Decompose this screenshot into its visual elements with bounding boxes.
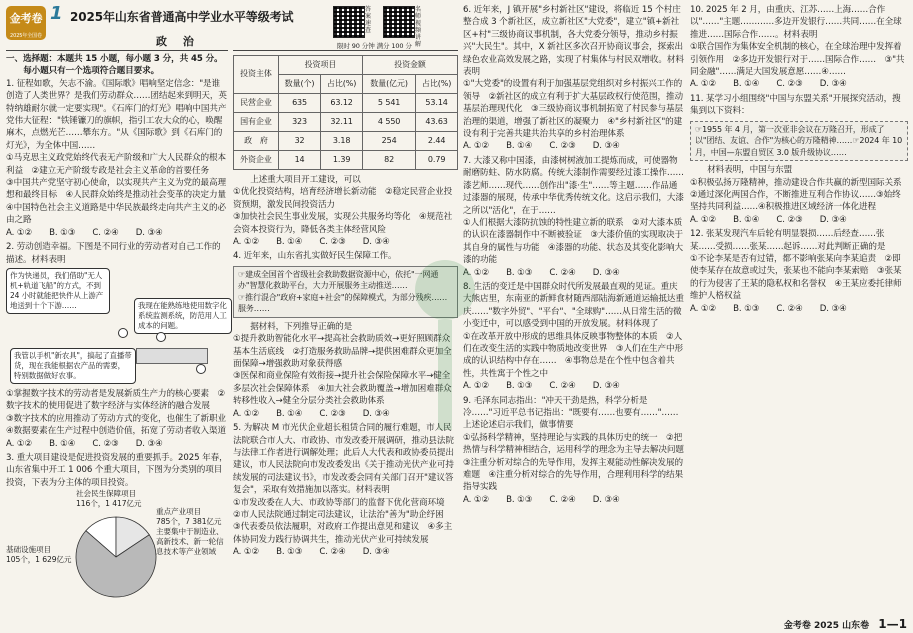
q2-illustration <box>6 268 228 386</box>
column-2 <box>233 6 458 559</box>
q11-lead: 材料表明，中国与东盟 <box>707 165 793 176</box>
material-text: ☞建成全国首个省级社会救助数据资源中心，依托"一网通办"智慧化救助平台，大力开展服务主动推送…… <box>238 269 439 291</box>
worker-figure <box>196 364 206 374</box>
table-illustration <box>136 348 208 364</box>
q7-stem: 7. 大漆又称中国漆，由漆树树液加工提炼而成，可使器物耐磨防蛀、防水防腐。传统大漆制作需要经过漆工操作……漆艺师……现代……创作出"漆·生"……等主题……作品通过漆器的展现，传承中华优秀传统文化。这启示我们，大漆之所以"活化"，在于…… <box>463 155 684 216</box>
table-row <box>234 113 458 132</box>
table-subheader: 数量(亿元) <box>362 75 415 94</box>
q4-choices: A. ①② B. ①④ C. ②③ D. ③④ <box>233 408 390 419</box>
paper-number: 1 <box>50 3 63 24</box>
column-3 <box>463 4 693 506</box>
q4-stem: 4. 近年来，山东省扎实做好民生保障工作。 <box>233 251 397 262</box>
q1-option: ③中国共产党坚守初心使命，以实现共产主义为党的最高理想和最终目标 ④人民群众始终是推动社会变革的决定力量 <box>6 178 226 201</box>
section-intro-2: 每小题只有一个选项符合题目要求。 <box>23 66 160 77</box>
page-title: 2025年山东省普通高中学业水平等级考试 <box>70 10 294 24</box>
q2-option: ①掌握数字技术的劳动者是发展新质生产力的核心要素 ②数字技术的使用促进了数字经济与实体经济的融合发展 <box>6 388 226 412</box>
table-cell: 2.44 <box>416 132 458 151</box>
table-subheader: 占比(%) <box>416 75 458 94</box>
q2-choices: A. ①② B. ①④ C. ②③ D. ③④ <box>6 438 163 449</box>
q12-choices: A. ①② B. ①③ C. ②④ D. ③④ <box>690 303 847 314</box>
q9-stem: 9. 毛泽东同志指出："冲天干劲是热，科学分析是冷……"习近平总书记指出："既要有……也要有……"……上述论述启示我们，做事情要 <box>463 395 679 431</box>
column-4 <box>690 4 908 315</box>
q11-stem: 11. 某学习小组围绕"中国与东盟关系"开展探究活动，搜集到以下资料： <box>690 93 901 117</box>
q5-option: ①市发改委在人大、市政协等部门的监督下优化营商环境 ②市人民法院通过制定司法建议，让法治"善为"助企纾困 ③代表委员依法履职，对政府工作提出意见和建议 ④多主体协同发力践行协调共生，推动光伏产业可持续发展 <box>233 497 453 545</box>
q3-stem: 3. 重大项目建设是促进投资发展的重要抓手。2025 年春，山东省集中开工 1 006 个重大项目，下图为分类别的项目投资，下表为分主体的项目投资。 <box>6 452 228 488</box>
q4-option: ③医保和商业保险有效衔接→提升社会保险保障水平→健全多层次社会保障体系 ④加大社会救助覆盖→增加困难群众转移性收入→健全分层分类社会救助体系 <box>233 371 452 407</box>
table-row <box>234 94 458 113</box>
table-cell: 635 <box>278 94 320 113</box>
worker-figure <box>118 328 128 338</box>
q9-choices: A. ①② B. ①③ C. ②④ D. ③④ <box>463 494 620 505</box>
q1-option: ①马克思主义政党始终代表无产阶级和广大人民群众的根本利益 ②建立无产阶级专政是社会主义革命的首要任务 <box>6 153 226 176</box>
q6-stem: 6. 近年来，J 镇开展"乡村新社区"建设，将临近 15 个村庄整合成 3 个新社区，成立新社区"大党委"，建立"镇+新社区+村"三级协商议事机制，各大党委分领导，推动乡村振兴"大民生"。其中，X 新社区多次召开协商议事会，探索出绿色农业高效发展之路，实现了村集体与村民双增收。材料表明 <box>463 5 684 78</box>
table-row <box>234 151 458 170</box>
q2-option: ③数字技术的应用推动了劳动方式的变化，也催生了新职业 ④数据要素在生产过程中创造价值，拓宽了劳动者收入渠道 <box>6 413 235 437</box>
investment-table <box>233 55 458 170</box>
worker-figure <box>156 332 166 342</box>
qr-label: 名师视频讲解 <box>415 6 421 48</box>
header-right <box>233 6 458 50</box>
table-cell: 82 <box>362 151 415 170</box>
divider <box>6 50 228 51</box>
speech-bubble: 作为快递员，我们借助"无人机+轨道飞船"的方式，不到 24 小时就能把快件从上游产地送到十个下游…… <box>6 268 110 314</box>
table-cell: 国有企业 <box>234 113 279 132</box>
q4-option: ①提升救助智能化水平→提高社会救助质效→更好照顾群众基本生活底线 ②打造服务救助品牌→提供困难群众更加全面保障→增强救助对象获得感 <box>233 334 452 370</box>
table-header: 投资金额 <box>362 56 457 75</box>
material-text: ☞推行混合"政府+家庭+社会"的保障模式，为部分残疾……服务…… <box>238 292 448 314</box>
q11-option: ①积极弘扬万隆精神，推动建设合作共赢的新型国际关系 ②通过深化两国合作，不断推进互利合作协议……③始终坚持共同利益……④积极推进区域经济一体化进程 <box>690 177 910 213</box>
table-cell: 外资企业 <box>234 151 279 170</box>
table-cell: 4 550 <box>362 113 415 132</box>
qr-code[interactable] <box>333 6 365 38</box>
table-cell: 53.14 <box>416 94 458 113</box>
q11-material-box: ☞1955 年 4 月，第一次亚非会议在万隆召开，形成了以"团结、友谊、合作"为核心的万隆精神……☞2024 年 10 月，中国—东盟自贸区 3.0 版升级协议…… <box>690 121 908 162</box>
q8-choices: A. ①② B. ①③ C. ②④ D. ③④ <box>463 381 620 392</box>
q4-material-box <box>233 266 458 318</box>
table-cell: 3.18 <box>321 132 363 151</box>
table-cell: 63.12 <box>321 94 363 113</box>
q12-option: ①不论李某是否有过错，都不影响张某向李某追责 ②即使李某存在故意或过失，张某也不能向李某索赔 ③张某的行为侵害了王某的隐私权和名誉权 ④王某应委托律师维护人格权益 <box>690 254 902 302</box>
table-cell: 323 <box>278 113 320 132</box>
q6-choices: A. ①② B. ①④ C. ②③ D. ③④ <box>463 141 620 152</box>
q2-stem: 2. 劳动创造幸福。下图是不同行业的劳动者对自己工作的描述。材料表明 <box>6 242 221 265</box>
page-footer <box>784 617 907 631</box>
q8-stem: 8. 生活的变迁是中国群众时代所发展最直观的见证。重庆大熊店里，东南亚的新鲜食材随西部陆海新通道运输抵达重庆……"数字外贸"、"平台"、"全球购"……从日常生活的微小变迁中，可以感受到中国的开放发展。材料体现了 <box>463 281 684 330</box>
table-row <box>234 132 458 151</box>
pie-label: 基础设施项目 105个，1 629亿元 <box>6 545 72 565</box>
q7-option: ①人们根据大漆防抗蚀的特性建立新的联系 ②对大漆本质的认识在漆器制作中不断被验证 ③大漆价值的实现取决于其自身的属性与功能 ④漆器的功能、状态及其变化影响大漆的功能 <box>463 217 683 266</box>
q1-choices: A. ①② B. ①③ C. ②④ D. ③④ <box>6 227 163 238</box>
table-cell: 32 <box>278 132 320 151</box>
q10-stem: 10. 2025 年 2 月，由重庆、江苏……上海……合作以"……"主题…………多边开发银行……共同……在全球推进……国际合作……。材料表明 <box>690 5 902 40</box>
q3-lead: 上述重大项目开工建设，可以 <box>250 175 361 185</box>
footer-exam: 2025 山东卷 <box>813 621 870 631</box>
page-header <box>6 3 294 50</box>
speech-bubble: 我管以手机"新农具"，搞起了直播带货，现在我能根据农产品的需要，特别数据做好农事。 <box>10 348 136 384</box>
brand-logo: 金考卷 2025年全国卷 <box>6 6 46 40</box>
pie-label: 社会民生保障项目 116个，1 417亿元 <box>76 489 142 509</box>
table-cell: 14 <box>278 151 320 170</box>
table-header: 投资项目 <box>278 56 362 75</box>
q5-stem: 5. 为解决 M 市光伏企业超长租赁合同的履行难题，市人民法院联合市人大、市政协、市发改委开展调研，推动县法院与法律工作者进行调解处理；此后人大代表和政协委员提出建议，市人民法院向市发改委发出《关于推动光伏产业可持续发展的司法建议书》，市发改委会同有关部门召开"建议答复会"，采取有效措施加以落实。材料表明 <box>233 423 454 496</box>
q1-stem: 1. 征程如歌，矢志不渝。《国际歌》唱响坚定信念："是谁创造了人类世界？是我们劳动群众……团结起来到明天，英特纳雄耐尔就一定要实现"。《石库门的灯光》唱响中国共产党伟大征程："铁锤镰刀的旗帜，指引工农大众的心，唤醒麻木，点燃光芒……攀东方。"从《国际歌》到《石库门的灯光》，为全体中国…… <box>6 78 227 151</box>
qr-code[interactable] <box>383 6 415 38</box>
q8-option: ①在改革开放中形成的思维具体反映事物整体的本质 ②人们在改变生活的实践中物质地改变世界 ③人们在生产中形成的认识结构中存在…… ④事物总是在个性中包含着共性，共性寓于个性之中 <box>463 331 683 379</box>
page-number: 1—1 <box>878 617 907 631</box>
table-cell: 0.79 <box>416 151 458 170</box>
table-header: 投资主体 <box>234 56 279 94</box>
table-subheader: 占比(%) <box>321 75 363 94</box>
time-limit: 限时 90 分钟 满分 100 分 <box>337 42 412 50</box>
q3-option: ①优化投资结构，培育经济增长新动能 ②稳定民营企业投资预期，激发民间投资活力 <box>233 187 453 210</box>
q4-lead: 据材料，下列推导正确的是 <box>250 321 353 332</box>
q3-choices: A. ①② B. ①④ C. ②③ D. ③④ <box>233 237 390 248</box>
footer-brand: 金考卷 <box>783 621 811 631</box>
q6-option: ①"大党委"的设置有利于加强基层党组织对乡村振兴工作的领导 ②新社区的成立有利于扩大基层政权行使范围，推动基层治理现代化 ③三级协商议事机制拓宽了村民参与基层治理的渠道，增强了新社区的凝聚力 ④"乡村新社区"的建设有利于完善共建共治共享的乡村治理体系 <box>463 79 683 140</box>
q11-choices: A. ①② B. ①④ C. ②③ D. ③④ <box>690 214 847 225</box>
section-intro: 一、选择题：本题共 15 小题，每小题 3 分，共 45 分。 <box>6 54 223 64</box>
q12-stem: 12. 张某发现汽车后轮有明显裂损……后经查……张某……受损……张某……起诉……对此判断正确的是 <box>690 229 886 252</box>
table-cell: 32.11 <box>321 113 363 132</box>
q5-choices: A. ①② B. ①③ C. ②④ D. ③④ <box>233 547 390 558</box>
q10-choices: A. ①② B. ①④ C. ②③ D. ③④ <box>690 79 847 90</box>
q7-choices: A. ①② B. ①③ C. ②④ D. ③④ <box>463 267 620 278</box>
table-cell: 5 541 <box>362 94 415 113</box>
pie-label: 重点产业项目 785个，7 381亿元 主要集中于制造业、高新技术、新一轮信息技术等产业领域 <box>156 507 224 557</box>
q3-option: ③加快社会民生事业发展，实现公共服务均等化 ④规范社会资本投资行为，降低各类主体经营风险 <box>233 212 453 235</box>
table-subheader: 数量(个) <box>278 75 320 94</box>
table-cell: 政 府 <box>234 132 279 151</box>
q10-option: ①联合国作为集体安全机制的核心，在全球治理中发挥着引领作用 ②多边开发银行对于……国际合作…… ③"共同金融"……满足大国发展意愿……④…… <box>690 42 905 78</box>
table-cell: 43.63 <box>416 113 458 132</box>
q9-option: ①弘扬科学精神，坚持理论与实践的具体历史的统一 ②把热情与科学精神相结合，运用科学的理念为主导去解决问题 ③注重分析对综合的先导作用，发挥主观能动性解决发展的难题 ④注重分析对综合的先导作用，合理利用科学的结果指导实践 <box>463 432 693 493</box>
pie-chart <box>6 489 228 633</box>
subject-title: 政 治 <box>156 35 200 48</box>
table-cell: 1.39 <box>321 151 363 170</box>
table-cell: 民营企业 <box>234 94 279 113</box>
table-cell: 254 <box>362 132 415 151</box>
speech-bubble: 我现在能熟练地使用数字化系统监测系统，防范用人工成本的问题。 <box>134 298 232 334</box>
qr-label: 答案速查 <box>365 6 371 34</box>
q1-option: ④中国特色社会主义道路是中华民族最终走向共产主义的必由之路 <box>6 202 226 226</box>
